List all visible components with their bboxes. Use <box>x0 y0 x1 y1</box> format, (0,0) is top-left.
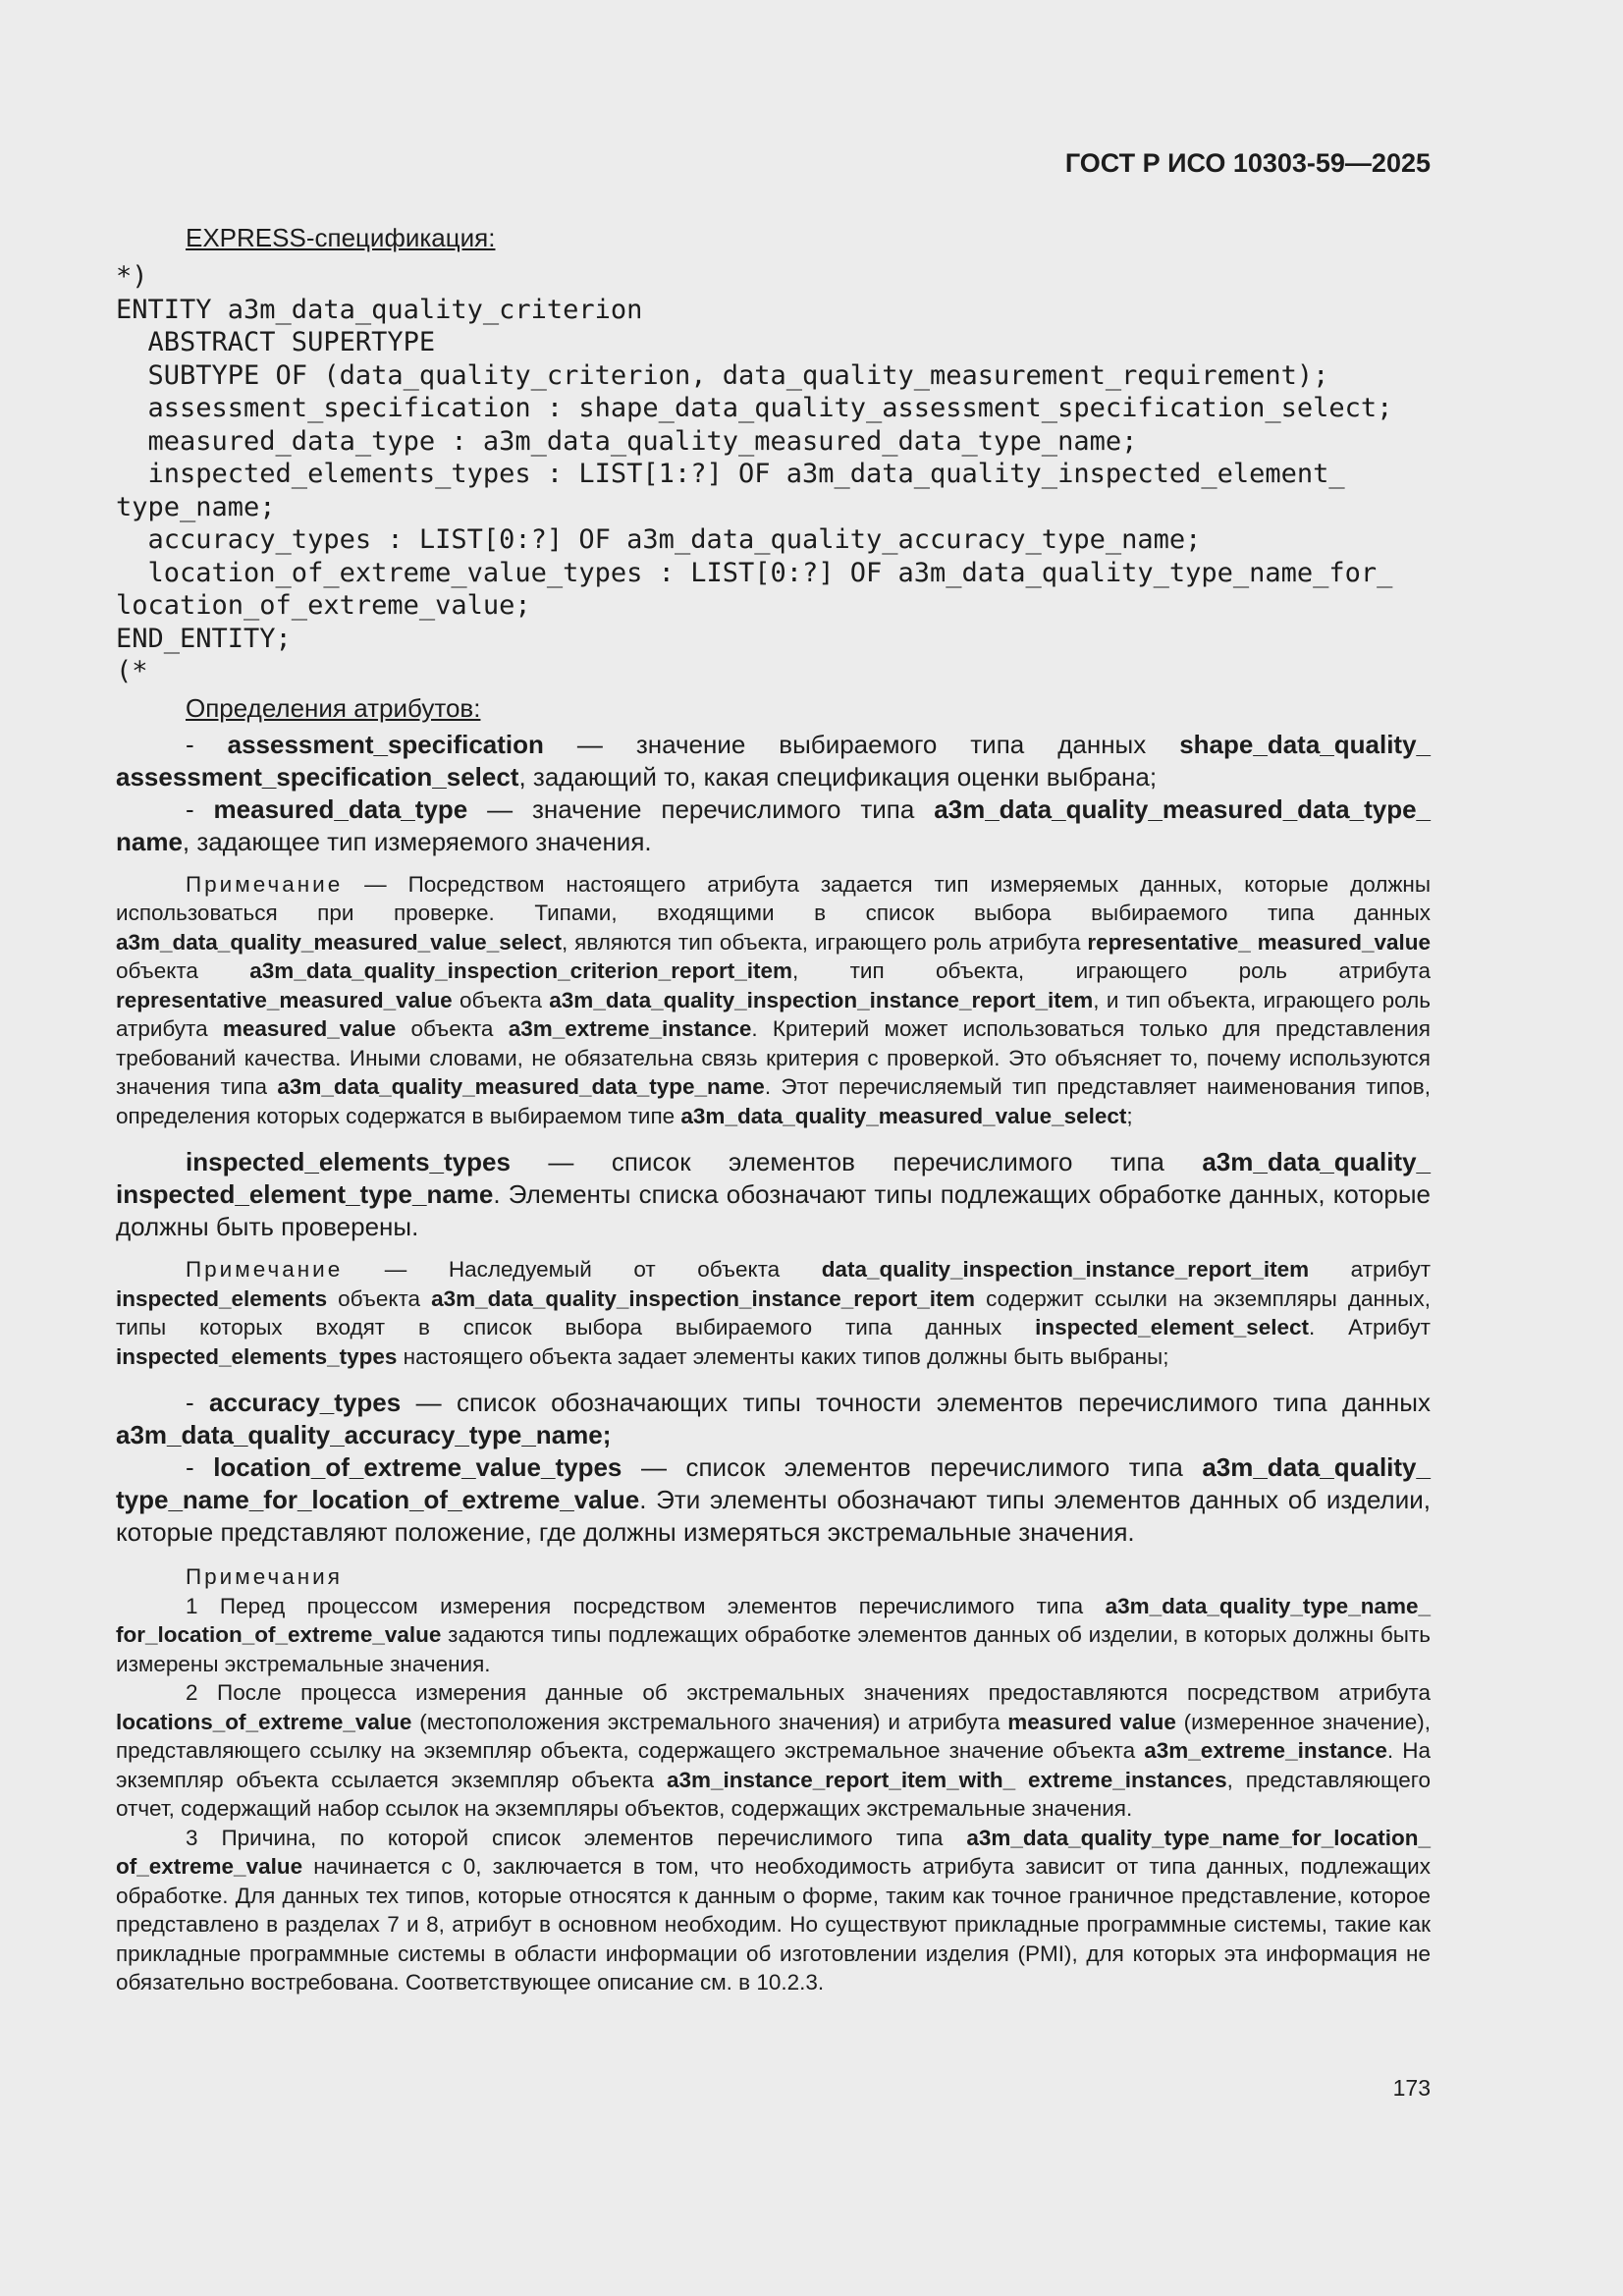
note-text: 1 Перед процессом измерения посредством элементов перечислимого типа <box>186 1593 1106 1618</box>
code-line: (* <box>116 656 148 686</box>
note-text: объекта <box>327 1285 432 1311</box>
code-line: location_of_extreme_value_types : LIST[0:?] OF a3m_data_quality_type_name_for_ <box>116 557 1393 588</box>
note-text: . Атрибут <box>1309 1315 1431 1339</box>
code-line: *) <box>116 261 148 292</box>
note-text: , представляющего отчет, содержащий набор ссылок на экземпляры объектов, содержащих экстремальные значения. <box>116 1767 1431 1821</box>
attribute-text: . Эти элементы обозначают типы элементов данных об изделии, которые представляют положение, где должны измеряться экстремальные значения. <box>116 1485 1431 1547</box>
note-text: начинается с 0, заключается в том, что необходимость атрибута зависит от типа данных, подлежащих обработке. Для данных тех типов, которые относятся к данным о форме, таким как точное граничное представление, которое представлено в разделах 7 и 8, атрибут в основном необходим. Но существуют прикладные программные системы, такие как прикладные программные системы в области информации об изготовлении изделия (PMI), для которых эта информация не обязательно востребована. Соответствующее описание см. в 10.2.3. <box>116 1854 1431 1995</box>
note-2 <box>116 1678 1431 1824</box>
type-name: measured_value <box>222 1016 397 1041</box>
note-text: 2 После процесса измерения данные об экстремальных значениях предоставляются посредством атрибута <box>186 1680 1431 1705</box>
standard-header: ГОСТ Р ИСО 10303-59—2025 <box>1064 148 1431 178</box>
attribute-text: — список обозначающих типы точности элементов перечислимого типа данных <box>401 1388 1431 1417</box>
note-inspected-elements <box>116 1255 1431 1371</box>
type-name: locations_of_extreme_value <box>116 1709 412 1734</box>
type-name: a3m_data_quality_type_name_ for_location_of_extreme_value <box>116 1593 1431 1647</box>
note-text: содержит ссылки на экземпляры данных, типы которых входят в список выбора выбираемого типа данных <box>116 1285 1431 1339</box>
code-line: type_name; <box>116 491 276 522</box>
note-text: (местоположения экстремального значения) и атрибута <box>411 1709 1008 1734</box>
type-name: a3m_data_quality_measured_value_select <box>680 1103 1127 1128</box>
type-name: a3m_data_quality_measured_data_type_name <box>277 1074 765 1099</box>
note-text: атрибут <box>1309 1257 1431 1282</box>
attribute-text: — список элементов перечислимого типа <box>510 1147 1203 1176</box>
attribute-inspected-elements-types <box>116 1146 1431 1243</box>
note-text: объекта <box>452 987 550 1012</box>
note-text: ; <box>1126 1103 1133 1128</box>
type-name: a3m_data_quality_type_name_for_location_ of_extreme_value <box>116 1825 1431 1879</box>
note-text: объекта <box>116 958 250 983</box>
type-name: a3m_data_quality_measured_value_select <box>116 929 563 955</box>
note-text: настоящего объекта задает элементы каких типов должны быть выбраны; <box>397 1343 1169 1369</box>
type-name: a3m_data_quality_measured_data_type_ name <box>116 793 1431 856</box>
code-line: assessment_specification : shape_data_quality_assessment_specification_select; <box>116 393 1393 423</box>
type-name: data_quality_inspection_instance_report_item <box>821 1257 1310 1282</box>
attributes-heading: Определения атрибутов: <box>186 692 481 723</box>
type-name: a3m_data_quality_ inspected_element_type_name <box>116 1147 1431 1209</box>
attribute-assessment-specification <box>116 729 1431 793</box>
type-name: measured value <box>1007 1709 1176 1734</box>
type-name: a3m_data_quality_ type_name_for_location_of_extreme_value <box>116 1452 1431 1514</box>
code-line: ENTITY a3m_data_quality_criterion <box>116 294 643 325</box>
list-dash: - <box>186 793 214 824</box>
note-text: . Критерий может использоваться только для представления требований качества. Иными словами, не обязательна связь критерия с проверкой. Это объясняет то, почему используются значения типа <box>116 1016 1431 1099</box>
note-text: (измеренное значение), представляющего ссылку на экземпляр объекта, содержащего экстремальное значение объекта <box>116 1709 1432 1763</box>
attribute-accuracy-types <box>116 1387 1431 1451</box>
code-line: location_of_extreme_value; <box>116 590 531 621</box>
type-name: inspected_element_select <box>1035 1315 1310 1339</box>
note-text: . Этот перечисляемый тип представляет наименования типов, определения которых содержатся в выбираемом типе <box>116 1074 1431 1128</box>
note-label: Примечание <box>186 871 344 897</box>
attribute-name: assessment_specification <box>227 729 544 759</box>
list-dash: - <box>186 1388 210 1417</box>
note-1 <box>116 1592 1431 1679</box>
attribute-text: , задающий то, какая спецификация оценки выбрана; <box>518 761 1158 792</box>
note-text: , являются тип объекта, играющего роль атрибута <box>562 929 1088 955</box>
express-code-block <box>116 260 1431 688</box>
type-name: a3m_instance_report_item_with_ extreme_instances <box>666 1767 1227 1792</box>
page-content <box>116 222 1431 1997</box>
note-text: , и тип объекта, играющего роль атрибута <box>116 987 1431 1041</box>
attribute-text: . Элементы списка обозначают типы подлежащих обработке данных, которые должны быть проверены. <box>116 1179 1431 1241</box>
note-text: объекта <box>396 1016 509 1041</box>
attribute-name: location_of_extreme_value_types <box>213 1452 622 1482</box>
type-name: a3m_extreme_instance <box>1144 1738 1387 1763</box>
note-text: . На экземпляр объекта ссылается экземпляр объекта <box>116 1738 1431 1792</box>
note-label: Примечание <box>186 1257 344 1282</box>
attribute-location-of-extreme-value-types <box>116 1451 1431 1549</box>
list-dash: - <box>186 729 228 759</box>
note-text: — Посредством настоящего атрибута задается тип измеряемых данных, которые должны использоваться при проверке. Типами, входящими в список выбора выбираемого типа данных <box>116 871 1431 925</box>
notes-heading: Примечания <box>186 1564 343 1589</box>
type-name: a3m_data_quality_inspection_criterion_report_item <box>249 958 792 983</box>
code-line: measured_data_type : a3m_data_quality_measured_data_type_name; <box>116 425 1138 457</box>
note-text: — Наследуемый от объекта <box>343 1257 822 1282</box>
attribute-name: inspected_elements_types <box>186 1147 511 1176</box>
code-line: SUBTYPE OF (data_quality_criterion, data_quality_measurement_requirement); <box>116 359 1329 391</box>
note-measured-data-type <box>116 870 1431 1131</box>
code-line: inspected_elements_types : LIST[1:?] OF a3m_data_quality_inspected_element_ <box>116 459 1345 489</box>
list-dash: - <box>186 1452 214 1482</box>
type-name: a3m_extreme_instance <box>508 1016 752 1041</box>
express-heading: EXPRESS-спецификация: <box>186 223 496 252</box>
type-name: representative_measured_value <box>116 987 453 1012</box>
type-name: a3m_data_quality_inspection_instance_report_item <box>549 987 1094 1012</box>
type-name: a3m_data_quality_accuracy_type_name; <box>116 1420 612 1449</box>
note-3 <box>116 1824 1431 1997</box>
type-name: a3m_data_quality_inspection_instance_report_item <box>431 1285 976 1311</box>
attribute-measured-data-type <box>116 793 1431 858</box>
type-name: representative_ measured_value <box>1087 929 1431 955</box>
note-text: 3 Причина, по которой список элементов перечислимого типа <box>186 1825 967 1850</box>
attribute-text: — значение выбираемого типа данных <box>543 729 1180 759</box>
attribute-name: accuracy_types <box>209 1388 402 1417</box>
note-text: , тип объекта, играющего роль атрибута <box>791 958 1431 983</box>
attribute-name: measured_data_type <box>213 793 468 824</box>
note-text: задаются типы подлежащих обработке элементов данных об изделии, в которых должны быть измерены экстремальные значения. <box>116 1622 1431 1676</box>
type-name: inspected_elements <box>116 1285 328 1311</box>
attribute-text: , задающее тип измеряемого значения. <box>182 826 652 856</box>
type-name: shape_data_quality_ assessment_specification_select <box>116 729 1431 792</box>
code-line: END_ENTITY; <box>116 623 292 654</box>
attribute-text: — список элементов перечислимого типа <box>622 1452 1203 1482</box>
attribute-text: — значение перечислимого типа <box>467 793 935 824</box>
code-line: accuracy_types : LIST[0:?] OF a3m_data_quality_accuracy_type_name; <box>116 524 1202 555</box>
page-number: 173 <box>1392 2075 1431 2101</box>
type-name: inspected_elements_types <box>116 1343 398 1369</box>
code-line: ABSTRACT SUPERTYPE <box>116 327 436 357</box>
